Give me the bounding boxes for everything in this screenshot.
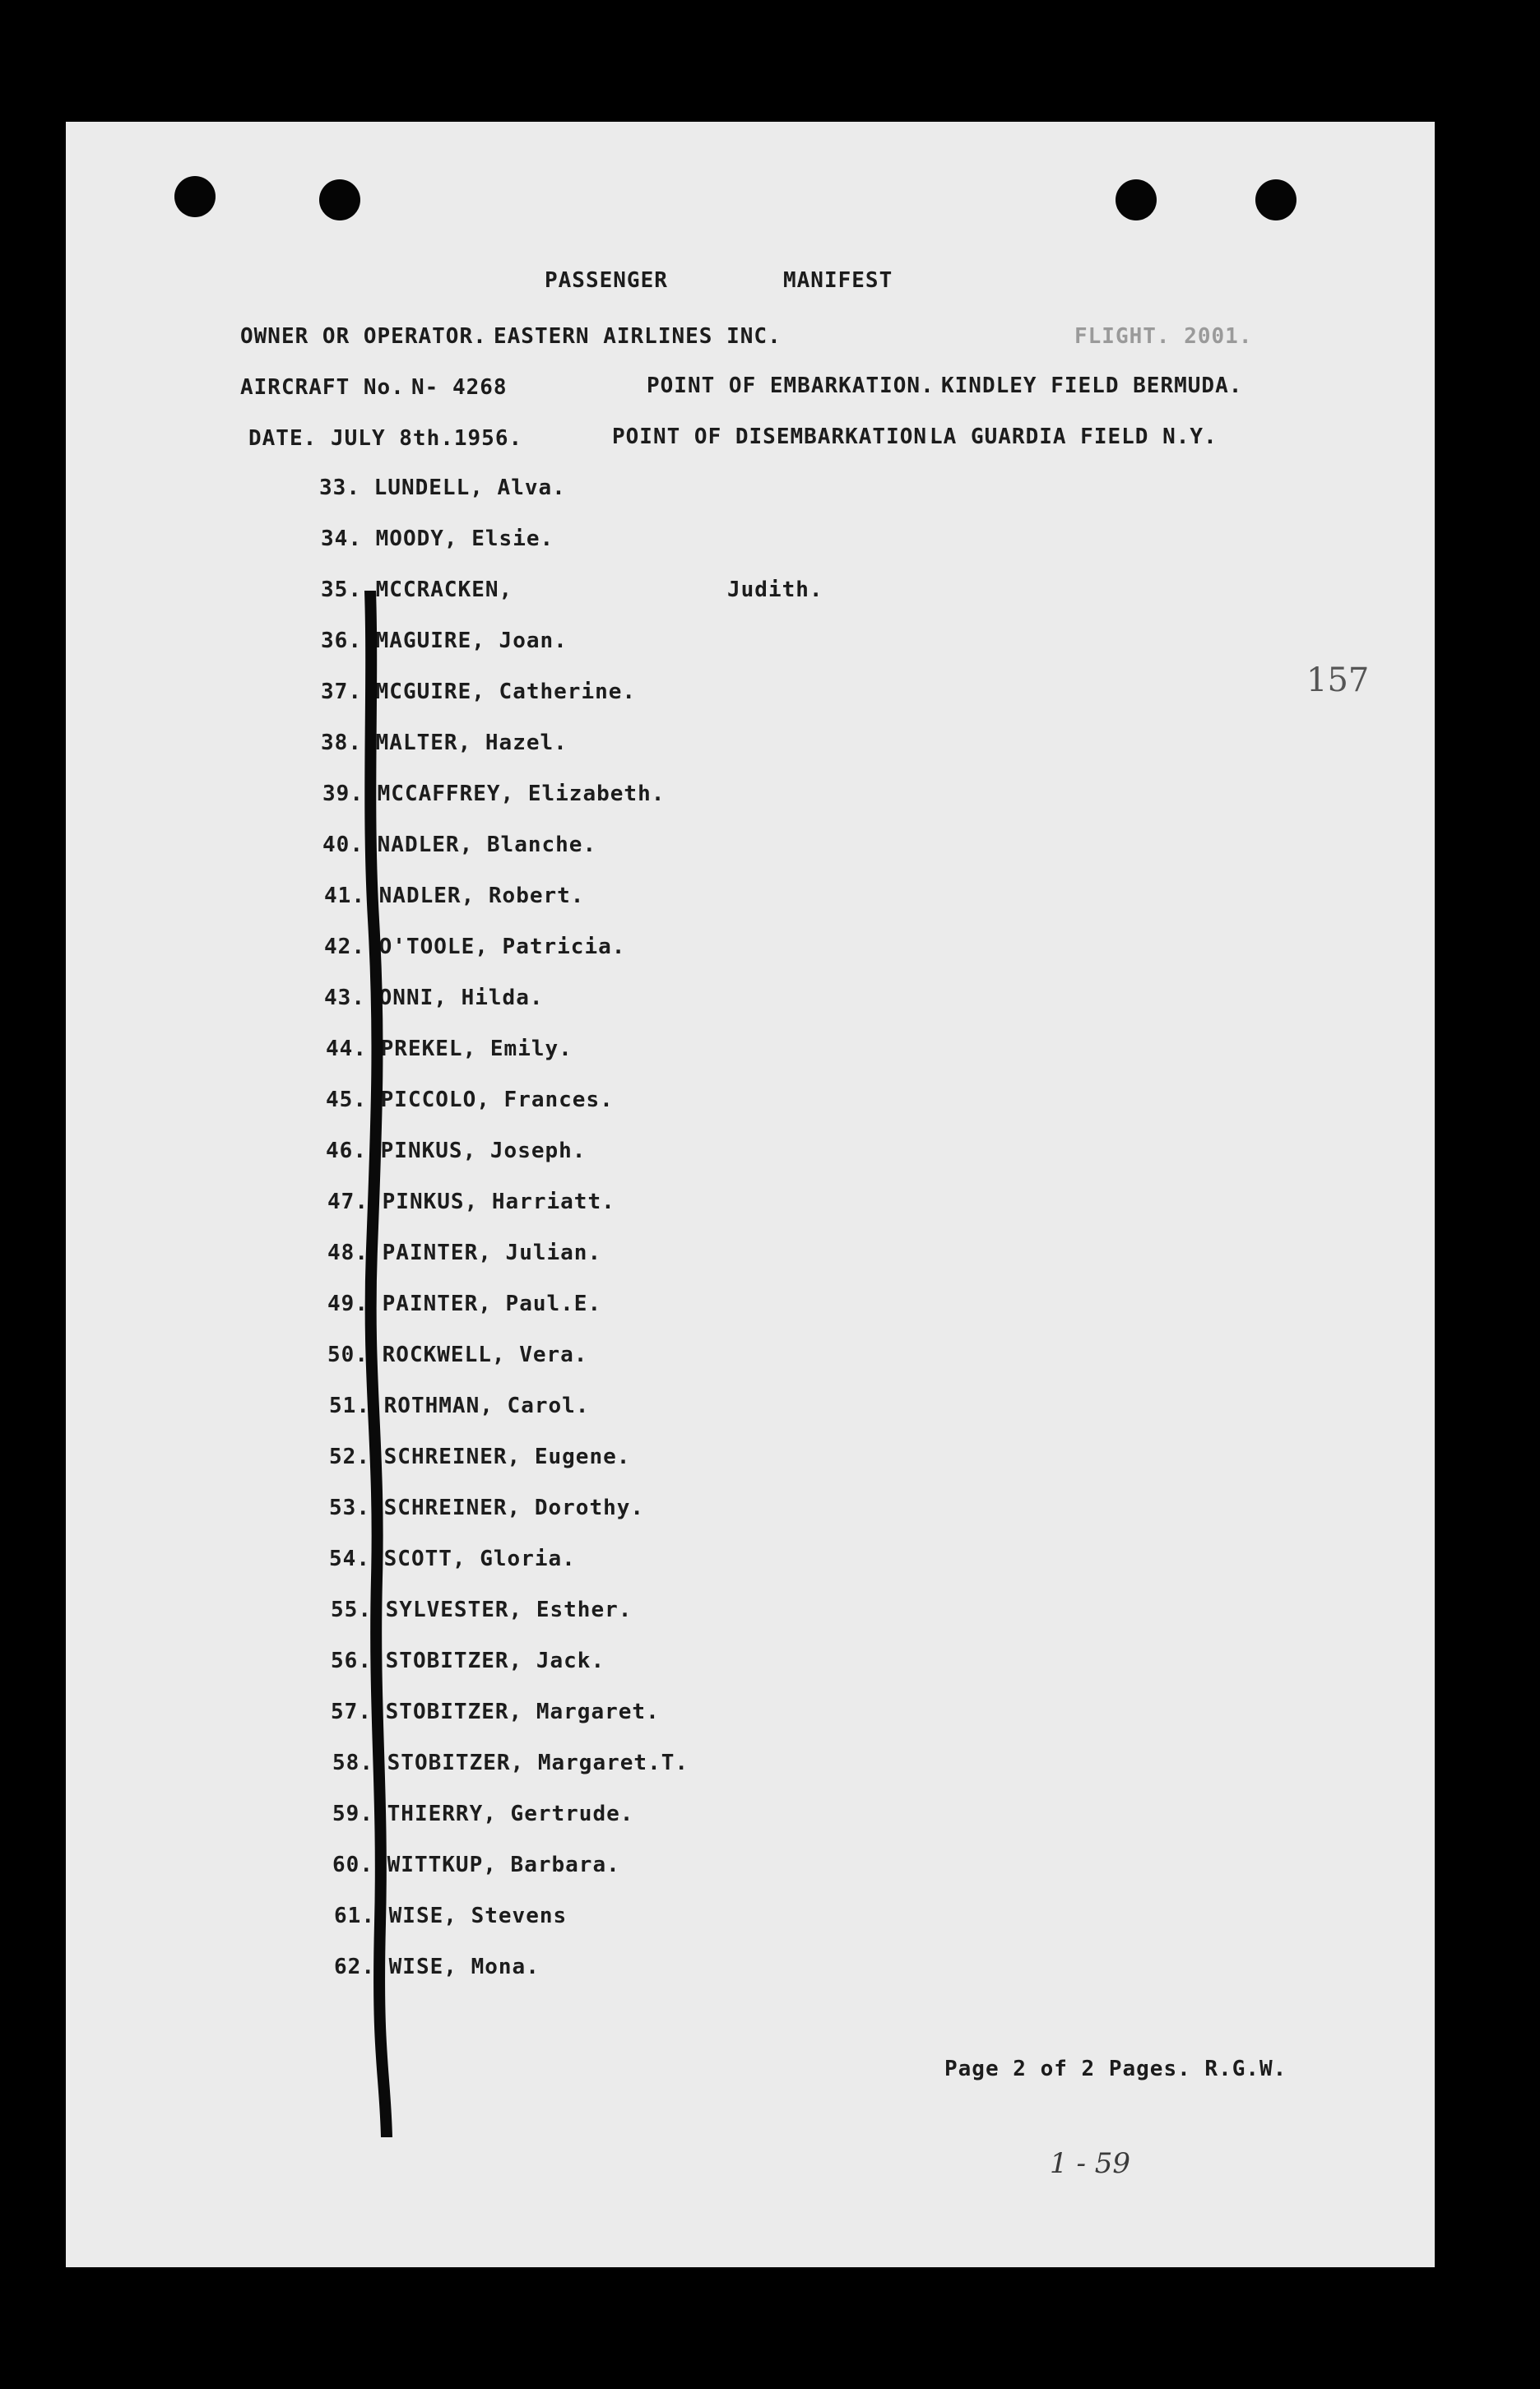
passenger-name: O'TOOLE, Patricia. xyxy=(378,935,626,959)
owner-value: EASTERN AIRLINES INC. xyxy=(494,324,782,349)
entry-number: 53. xyxy=(329,1496,370,1520)
passenger-name: ONNI, Hilda. xyxy=(378,986,544,1010)
title-right: MANIFEST xyxy=(783,268,893,293)
passenger-entry xyxy=(318,1241,601,1273)
entry-number: 52. xyxy=(329,1445,370,1469)
punch-hole xyxy=(174,176,216,217)
entry-number: 42. xyxy=(324,935,365,959)
passenger-entry xyxy=(319,1394,589,1426)
entry-number: 59. xyxy=(332,1802,373,1826)
passenger-entry xyxy=(319,1547,576,1580)
entry-number: 34. xyxy=(321,527,362,551)
passenger-name: PAINTER, Julian. xyxy=(382,1241,602,1265)
entry-number: 62. xyxy=(334,1955,375,1979)
passenger-entry xyxy=(316,1139,586,1171)
entry-number: 56. xyxy=(331,1649,372,1673)
entry-number: 45. xyxy=(326,1088,367,1112)
entry-number: 43. xyxy=(324,986,365,1010)
passenger-entry xyxy=(324,1904,567,1937)
embarkation-label: POINT OF EMBARKATION. xyxy=(647,373,935,398)
flight-number: FLIGHT. 2001. xyxy=(1074,324,1253,349)
passenger-name: NADLER, Robert. xyxy=(378,884,585,908)
entry-number: 38. xyxy=(321,731,362,755)
passenger-entry xyxy=(313,833,596,865)
passenger-name: STOBITZER, Jack. xyxy=(385,1649,605,1673)
passenger-name: THIERRY, Gertrude. xyxy=(387,1802,634,1826)
passenger-name: PREKEL, Emily. xyxy=(380,1037,573,1061)
entry-number: 55. xyxy=(331,1598,372,1622)
passenger-name: MCCAFFREY, Elizabeth. xyxy=(377,782,666,806)
passenger-entry xyxy=(314,884,584,916)
passenger-name: PINKUS, Joseph. xyxy=(380,1139,587,1163)
passenger-entry xyxy=(324,1955,540,1988)
entry-number: 54. xyxy=(329,1547,370,1571)
passenger-name: MAGUIRE, Joan. xyxy=(375,629,568,653)
passenger-entry xyxy=(311,629,568,661)
passenger-name: MOODY, Elsie. xyxy=(375,527,554,551)
passenger-name: PAINTER, Paul.E. xyxy=(382,1292,602,1316)
handwritten-note: 1 - 59 xyxy=(1050,2147,1130,2180)
passenger-name: NADLER, Blanche. xyxy=(377,833,597,857)
passenger-name: STOBITZER, Margaret.T. xyxy=(387,1751,689,1775)
passenger-extra: Judith. xyxy=(727,578,823,602)
passenger-entry xyxy=(311,527,554,559)
owner-label: OWNER OR OPERATOR. xyxy=(240,324,487,349)
passenger-name: WISE, Mona. xyxy=(388,1955,540,1979)
passenger-name: SCHREINER, Dorothy. xyxy=(383,1496,645,1520)
page-number-stamp: 157 xyxy=(1306,661,1370,699)
passenger-entry xyxy=(309,475,566,508)
passenger-name: MCCRACKEN, xyxy=(375,578,513,602)
embarkation-value: KINDLEY FIELD BERMUDA. xyxy=(941,373,1243,398)
entry-number: 57. xyxy=(331,1700,372,1724)
passenger-entry xyxy=(318,1343,587,1375)
entry-number: 35. xyxy=(321,578,362,602)
entry-number: 37. xyxy=(321,680,362,704)
page-footer: Page 2 of 2 Pages. R.G.W. xyxy=(944,2057,1287,2081)
passenger-name: ROTHMAN, Carol. xyxy=(383,1394,590,1418)
passenger-entry xyxy=(314,986,544,1018)
passenger-entry xyxy=(318,1292,601,1324)
entry-number: 39. xyxy=(322,782,364,806)
passenger-entry xyxy=(311,578,823,610)
entry-number: 33. xyxy=(319,475,360,500)
entry-number: 40. xyxy=(322,833,364,857)
passenger-entry xyxy=(314,935,625,967)
passenger-name: ROCKWELL, Vera. xyxy=(382,1343,588,1367)
passenger-name: PICCOLO, Frances. xyxy=(380,1088,614,1112)
entry-number: 46. xyxy=(326,1139,367,1163)
passenger-name: LUNDELL, Alva. xyxy=(373,475,566,500)
entry-number: 51. xyxy=(329,1394,370,1418)
passenger-name: PINKUS, Harriatt. xyxy=(382,1190,615,1214)
passenger-name: WITTKUP, Barbara. xyxy=(387,1853,620,1877)
aircraft-label: AIRCRAFT No. xyxy=(240,375,405,400)
punch-hole xyxy=(319,179,360,220)
entry-number: 44. xyxy=(326,1037,367,1061)
entry-number: 58. xyxy=(332,1751,373,1775)
passenger-name: STOBITZER, Margaret. xyxy=(385,1700,660,1724)
entry-number: 49. xyxy=(327,1292,369,1316)
entry-number: 61. xyxy=(334,1904,375,1928)
entry-number: 41. xyxy=(324,884,365,908)
passenger-name: SCHREINER, Eugene. xyxy=(383,1445,631,1469)
passenger-name: SYLVESTER, Esther. xyxy=(385,1598,633,1622)
passenger-name: MCGUIRE, Catherine. xyxy=(375,680,637,704)
entry-number: 50. xyxy=(327,1343,369,1367)
aircraft-value: N- 4268 xyxy=(411,375,508,400)
entry-number: 60. xyxy=(332,1853,373,1877)
passenger-entry xyxy=(311,731,568,763)
date-value: JULY 8th.1956. xyxy=(331,426,523,451)
entry-number: 47. xyxy=(327,1190,369,1214)
manifest-page xyxy=(66,122,1435,2267)
punch-hole xyxy=(1255,179,1296,220)
handwritten-stroke xyxy=(362,591,411,2137)
passenger-name: WISE, Stevens xyxy=(388,1904,568,1928)
disembarkation-label: POINT OF DISEMBARKATION. xyxy=(612,424,941,449)
entry-number: 48. xyxy=(327,1241,369,1265)
passenger-name: MALTER, Hazel. xyxy=(375,731,568,755)
punch-hole xyxy=(1116,179,1157,220)
passenger-entry xyxy=(311,680,636,712)
entry-number: 36. xyxy=(321,629,362,653)
title-left: PASSENGER xyxy=(545,268,668,293)
passenger-entry xyxy=(316,1037,573,1069)
disembarkation-value: LA GUARDIA FIELD N.Y. xyxy=(930,424,1218,449)
passenger-name: SCOTT, Gloria. xyxy=(383,1547,576,1571)
passenger-entry xyxy=(316,1088,614,1120)
date-label: DATE. xyxy=(248,426,318,451)
